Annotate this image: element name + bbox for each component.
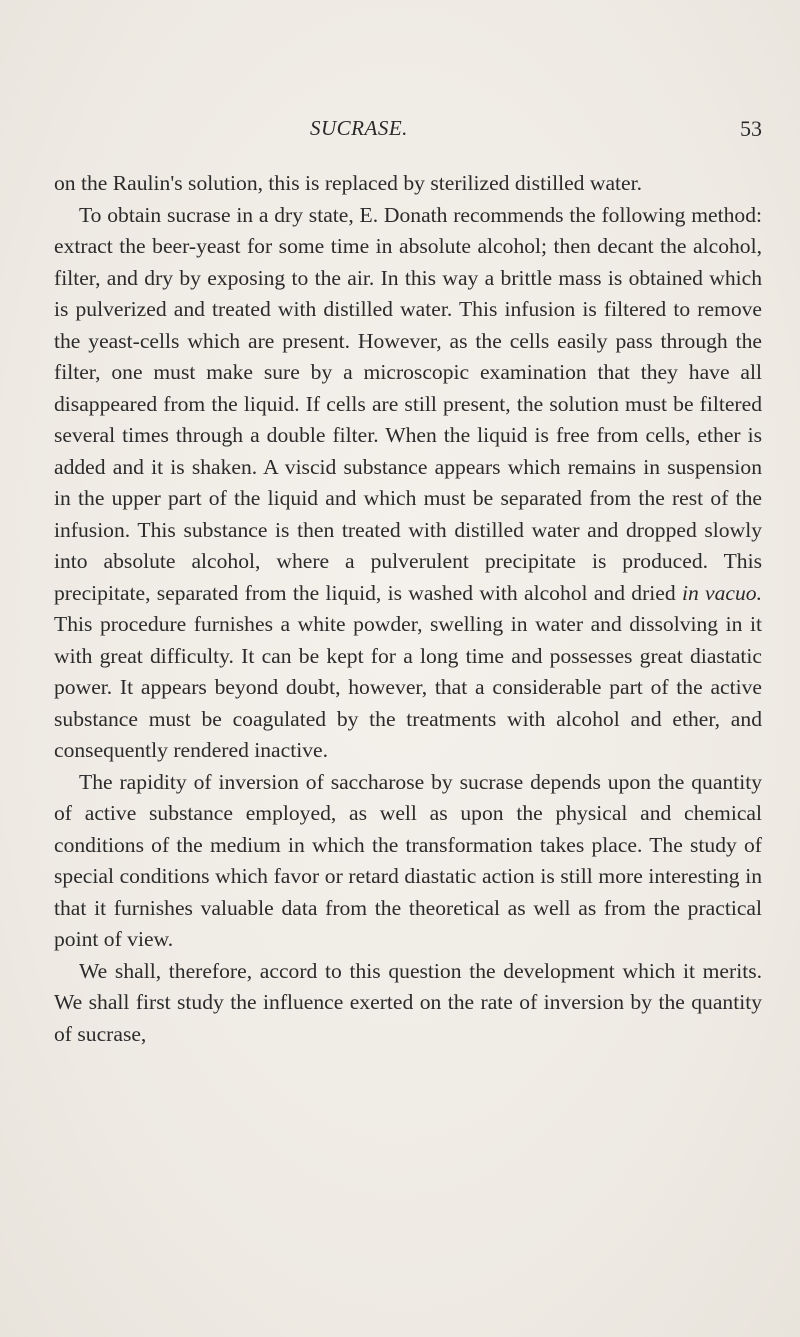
page-number: 53 (740, 116, 762, 141)
body-text (54, 168, 762, 1050)
paragraph-text: To obtain sucrase in a dry state, E. Donath recommends the following method: extract the beer-yeast for some time in absolute alcohol; then decant the alcohol, filter, and dry by exposing to the air. In this way a brittle mass is obtained which is pulverized and treated with distilled water. This infusion is filtered to remove the yeast-cells which are present. However, as the cells easily pass through the filter, one must make sure by a microscopic examination that they have all disappeared from the liquid. If cells are still present, the solution must be filtered several times through a double filter. When the liquid is free from cells, ether is added and it is shaken. A viscid substance appears which remains in suspension in the upper part of the liquid and which must be separated from the rest of the infusion. This substance is then treated with distilled water and dropped slowly into absolute alcohol, where a pulverulent precipitate is produced. This precipitate, separated from the liquid, is washed with alcohol and dried (54, 202, 762, 605)
running-title: SUCRASE. (310, 116, 408, 140)
running-head (52, 116, 764, 144)
paragraph-develop-question: We shall, therefore, accord to this question the development which it merits. We shall first study the influence exerted on the rate of inversion by the quantity of sucrase, (54, 958, 762, 1046)
paragraph-donath-method (54, 200, 762, 767)
paragraph-inversion-rapidity: The rapidity of inversion of saccharose by sucrase depends upon the quantity of active substance employed, as well as upon the physical and chemical conditions of the medium in which the transformation takes place. The study of special conditions which favor or retard diastatic action is still more interesting in that it furnishes valuable data from the theoretical as well as from the practical point of view. (54, 769, 762, 951)
paragraph-continuation: on the Raulin's solution, this is replaced by sterilized distilled water. (54, 171, 643, 195)
italic-phrase: in vacuo. (681, 580, 763, 605)
paragraph-text: This procedure furnishes a white powder, swelling in water and dissolving in it with great difficulty. It can be kept for a long time and possesses great diastatic power. It appears beyond doubt, however, that a considerable part of the active substance must be coagulated by the treatments with alcohol and ether, and consequently rendered inactive. (54, 612, 762, 762)
